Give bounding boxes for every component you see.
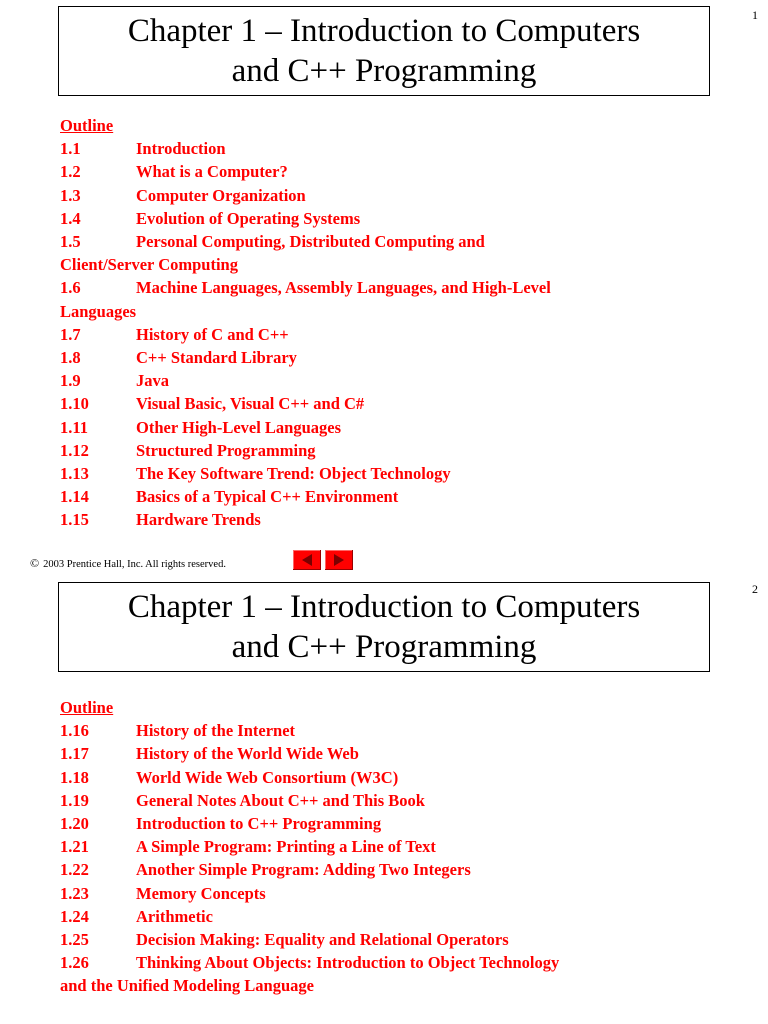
outline-item-number: 1.14 <box>60 487 89 507</box>
outline-item[interactable] <box>60 485 700 508</box>
outline-item-title: History of the Internet <box>136 721 296 741</box>
title-line-1: Chapter 1 – Introduction to Computers <box>127 589 641 625</box>
outline-item-title: Computer Organization <box>136 185 306 205</box>
outline-item-title: Personal Computing, Distributed Computing and <box>136 232 485 252</box>
outline-item-number: 1.18 <box>60 767 89 787</box>
page-number: 1 <box>752 8 758 22</box>
page-number: 2 <box>752 582 758 596</box>
outline-item[interactable] <box>60 858 700 881</box>
outline-item-number: 1.25 <box>60 930 89 950</box>
outline-item-number: 1.6 <box>60 278 81 298</box>
outline-item-title: Machine Languages, Assembly Languages, and High-Level <box>136 278 551 298</box>
slide-navigation <box>293 550 353 570</box>
outline-item[interactable] <box>60 392 700 415</box>
copyright-icon: © <box>30 556 40 570</box>
outline-item-title: C++ Standard Library <box>136 348 297 368</box>
outline-item[interactable] <box>60 184 700 207</box>
outline-item-title: Memory Concepts <box>136 883 266 903</box>
outline-item-title: Thinking About Objects: Introduction to Object Technology <box>136 953 560 973</box>
outline-item-number: 1.1 <box>60 139 81 159</box>
outline-item-continuation: and the Unified Modeling Language <box>60 976 314 996</box>
outline-item-number: 1.12 <box>60 440 89 460</box>
title-line-2: and C++ Programming <box>231 629 537 665</box>
outline-item-number: 1.13 <box>60 464 89 484</box>
outline-item-title: Introduction to C++ Programming <box>136 814 382 834</box>
outline-list <box>60 114 700 532</box>
outline-heading[interactable]: Outline <box>60 116 114 135</box>
outline-item[interactable] <box>60 230 700 253</box>
next-slide-button[interactable] <box>325 550 353 570</box>
outline-item-title: Introduction <box>136 139 226 159</box>
outline-item-number: 1.19 <box>60 790 89 810</box>
outline-item[interactable] <box>60 812 700 835</box>
outline-item-title: What is a Computer? <box>136 162 288 182</box>
outline-item-number: 1.16 <box>60 721 89 741</box>
outline-item[interactable] <box>60 346 700 369</box>
outline-item-number: 1.5 <box>60 232 81 252</box>
outline-item-title: History of the World Wide Web <box>136 744 359 764</box>
title-line-2: and C++ Programming <box>231 53 537 89</box>
outline-item-title: Hardware Trends <box>136 510 261 530</box>
outline-item-number: 1.23 <box>60 883 89 903</box>
previous-slide-button[interactable] <box>293 550 321 570</box>
outline-item[interactable] <box>60 462 700 485</box>
outline-item[interactable] <box>60 160 700 183</box>
outline-item[interactable] <box>60 882 700 905</box>
outline-item-title: Basics of a Typical C++ Environment <box>136 487 399 507</box>
outline-item-title: Java <box>136 371 169 391</box>
copyright-text: 2003 Prentice Hall, Inc. All rights reserved. <box>43 559 226 570</box>
outline-item-number: 1.20 <box>60 814 89 834</box>
outline-item-number: 1.2 <box>60 162 81 182</box>
slide-title <box>58 6 710 96</box>
copyright-footer <box>30 556 226 571</box>
outline-item-number: 1.11 <box>60 417 88 437</box>
outline-item[interactable] <box>60 369 700 392</box>
outline-item-title: Visual Basic, Visual C++ and C# <box>136 394 365 414</box>
triangle-left-icon <box>302 554 312 566</box>
outline-item[interactable] <box>60 928 700 951</box>
outline-item-title: Arithmetic <box>136 906 213 926</box>
outline-item-title: The Key Software Trend: Object Technology <box>136 464 451 484</box>
outline-item[interactable] <box>60 207 700 230</box>
outline-item-number: 1.7 <box>60 324 81 344</box>
outline-item[interactable] <box>60 508 700 531</box>
outline-heading[interactable]: Outline <box>60 698 114 717</box>
outline-item[interactable] <box>60 905 700 928</box>
outline-item[interactable] <box>60 951 700 974</box>
outline-item[interactable] <box>60 742 700 765</box>
outline-item-number: 1.15 <box>60 510 89 530</box>
triangle-right-icon <box>334 554 344 566</box>
outline-item-title: General Notes About C++ and This Book <box>136 790 425 810</box>
outline-item-number: 1.4 <box>60 208 81 228</box>
outline-item-title: Decision Making: Equality and Relational Operators <box>136 930 509 950</box>
outline-item[interactable] <box>60 766 700 789</box>
outline-item-number: 1.10 <box>60 394 89 414</box>
outline-item-number: 1.9 <box>60 371 81 391</box>
outline-item[interactable] <box>60 137 700 160</box>
outline-item[interactable] <box>60 789 700 812</box>
outline-item[interactable] <box>60 719 700 742</box>
outline-item-continuation: Languages <box>60 301 137 321</box>
outline-item-number: 1.17 <box>60 744 89 764</box>
title-line-1: Chapter 1 – Introduction to Computers <box>127 13 641 49</box>
outline-item-title: Evolution of Operating Systems <box>136 208 361 228</box>
outline-item[interactable] <box>60 835 700 858</box>
outline-item-number: 1.22 <box>60 860 89 880</box>
outline-item-title: History of C and C++ <box>136 324 289 344</box>
outline-item[interactable] <box>60 323 700 346</box>
outline-item-title: A Simple Program: Printing a Line of Text <box>136 837 436 857</box>
outline-item-number: 1.3 <box>60 185 81 205</box>
outline-item-title: Another Simple Program: Adding Two Integers <box>136 860 471 880</box>
outline-item-number: 1.8 <box>60 348 81 368</box>
outline-item-number: 1.24 <box>60 906 89 926</box>
outline-item-title: World Wide Web Consortium (W3C) <box>136 767 399 787</box>
outline-item-title: Structured Programming <box>136 440 316 460</box>
outline-item-number: 1.26 <box>60 953 89 973</box>
slide-title <box>58 582 710 672</box>
outline-item-continuation: Client/Server Computing <box>60 255 238 275</box>
outline-list <box>60 696 700 998</box>
outline-item-title: Other High-Level Languages <box>136 417 342 437</box>
outline-item[interactable] <box>60 416 700 439</box>
outline-item[interactable] <box>60 276 700 299</box>
outline-item-number: 1.21 <box>60 837 89 857</box>
outline-item[interactable] <box>60 439 700 462</box>
